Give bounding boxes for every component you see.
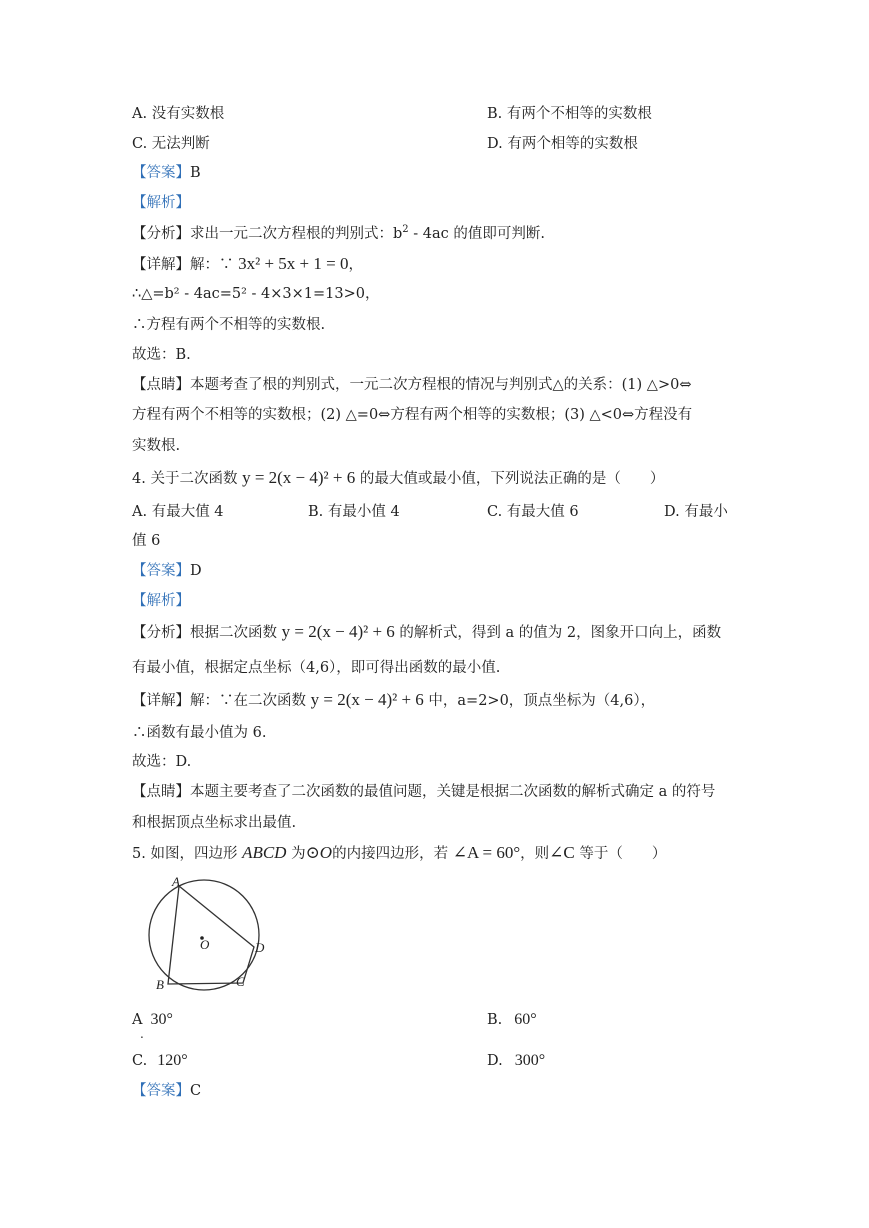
q4-fenxi-line2: 有最小值，根据定点坐标（4,6），即可得出函数的最小值. — [132, 660, 501, 676]
q4-option-c: C. 有最大值 6 — [487, 504, 579, 520]
q5-option-d: D. 300° — [487, 1052, 546, 1069]
q4-choice: 故选：D. — [132, 754, 192, 770]
q4-jiexi-heading: 【解析】 — [132, 593, 190, 609]
q3-dianjing-line3: 实数根. — [132, 438, 181, 454]
q4-fenxi-equation: y = 2(x − 4)² + 6 — [281, 622, 395, 641]
q5-option-c: C. 120° — [132, 1052, 188, 1069]
q3-jiexi-heading: 【解析】 — [132, 195, 190, 211]
q3-option-a: A. 没有实数根 — [132, 106, 225, 122]
q3-delta: ∴△=b² - 4ac=5² - 4×3×1=13>0， — [132, 286, 380, 302]
q3-fenxi: 【分析】求出一元二次方程根的判别式：$b^2 - 4ac$ 的值即可判断. — [132, 224, 545, 242]
q3-xiangjie: 【详解】解：∵ 3x² + 5x + 1 = 0， — [132, 254, 363, 273]
q4-xiangjie-equation: y = 2(x − 4)² + 6 — [310, 690, 424, 709]
q4-option-d: D. 有最小 — [664, 504, 728, 520]
q5-option-a: A 30° — [132, 1011, 173, 1028]
q3-dianjing-line2: 方程有两个不相等的实数根；(2) △=0⇔方程有两个相等的实数根；(3) △<0⇔方程没有 — [132, 407, 693, 423]
q4-dianjing-line1: 【点睛】本题主要考查了二次函数的最值问题，关键是根据二次函数的解析式确定 a 的符号 — [132, 784, 716, 800]
q4-fenxi-line1: 【分析】根据二次函数 y = 2(x − 4)² + 6 的解析式，得到 a 的值为 2，图象开口向上，函数 — [132, 622, 722, 641]
q4-dianjing-line2: 和根据顶点坐标求出最值. — [132, 815, 297, 831]
q5-answer: 【答案】C — [132, 1083, 202, 1099]
q4-stem: 4. 关于二次函数 y = 2(x − 4)² + 6 的最大值或最小值，下列说法正确的是（ ） — [132, 468, 665, 487]
q5-option-b: B. 60° — [487, 1011, 537, 1028]
q4-option-a: A. 有最大值 4 — [132, 504, 224, 520]
label-d: D — [255, 940, 265, 955]
q3-option-b: B. 有两个不相等的实数根 — [487, 106, 652, 122]
quadrilateral-abcd — [168, 886, 254, 984]
q4-option-b: B. 有最小值 4 — [308, 504, 400, 520]
q4-option-d-cont: 值 6 — [132, 533, 161, 549]
q3-choice: 故选：B. — [132, 347, 191, 363]
q5-stem: 5. 如图，四边形 ABCD 为⊙O的内接四边形，若 ∠A = 60°，则∠C 等于（ ） — [132, 843, 667, 862]
q3-answer: 【答案】B — [132, 165, 201, 181]
q4-equation: y = 2(x − 4)² + 6 — [242, 468, 356, 487]
label-o: O — [200, 937, 210, 952]
q3-conclusion: ∴方程有两个不相等的实数根. — [132, 317, 326, 333]
q5-option-a-dot: . — [140, 1027, 144, 1041]
q3-dianjing-line1: 【点睛】本题考查了根的判别式，一元二次方程根的情况与判别式△的关系：(1) △>0⇔ — [132, 377, 692, 393]
circle-quadrilateral-figure — [140, 872, 270, 996]
q3-equation: 3x² + 5x + 1 = 0 — [238, 254, 349, 273]
q4-conclusion: ∴函数有最小值为 6. — [132, 725, 267, 741]
q4-xiangjie: 【详解】解：∵在二次函数 y = 2(x − 4)² + 6 中，a=2>0，顶点坐标为（4,6）， — [132, 690, 656, 709]
q3-option-c: C. 无法判断 — [132, 136, 210, 152]
label-b: B — [156, 977, 164, 992]
q4-answer: 【答案】D — [132, 563, 202, 579]
label-c: C — [236, 974, 245, 989]
q3-option-d: D. 有两个相等的实数根 — [487, 136, 638, 152]
label-a: A — [172, 874, 180, 889]
